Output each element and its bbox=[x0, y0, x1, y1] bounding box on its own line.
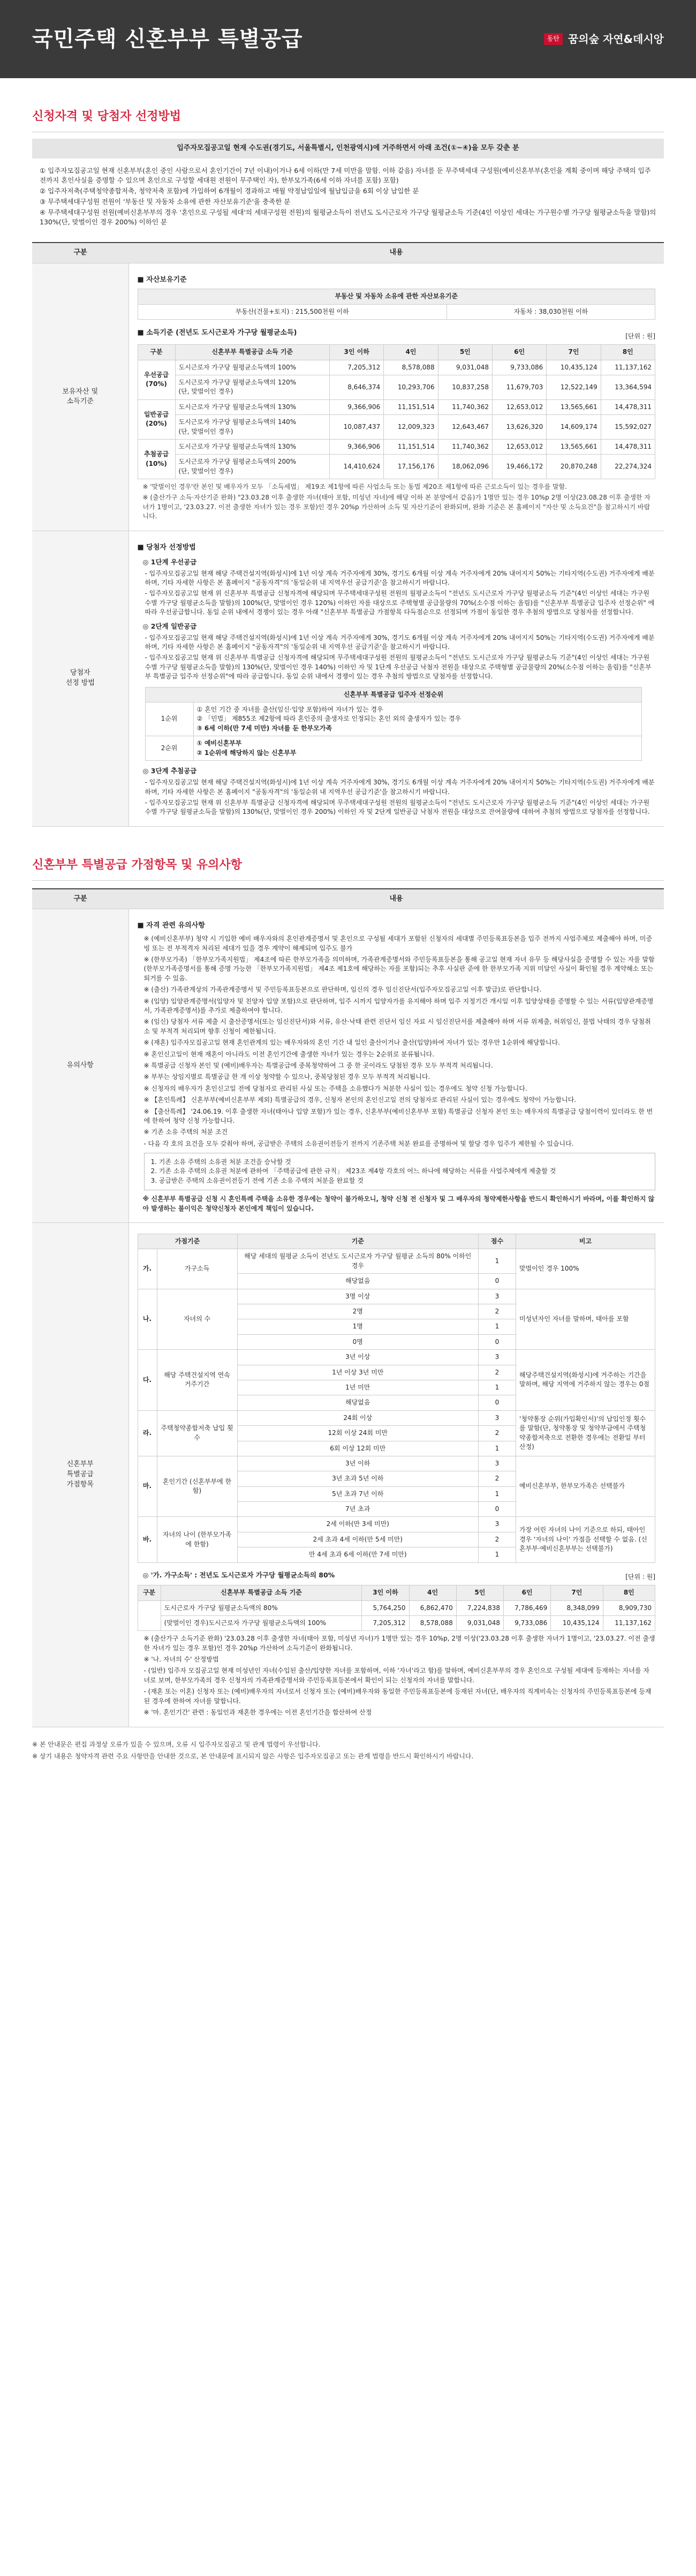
points-criteria: 5년 초과 7년 이하 bbox=[237, 1486, 479, 1501]
asset-income-content bbox=[128, 263, 664, 531]
points-row bbox=[138, 1456, 655, 1471]
income-row bbox=[138, 415, 655, 440]
notice-item: ※ (예비신혼부부) 청약 시 기입한 예비 배우자와의 혼인관계증명서 및 혼인으로 구성될 세대가 포함된 신청자의 세대별 주민등록표등본을 입주 전까지 사업주체로 제출해야 하며, 미증빙 또는 전 부적격자 처리된 세대가 있을 경우 계약이 해제되며 입주도 불가 bbox=[143, 935, 653, 952]
points-no: 바. bbox=[138, 1517, 157, 1562]
stage3-title: ◎ 3단계 추첨공급 bbox=[142, 767, 197, 775]
income-header: 6인 bbox=[492, 345, 546, 360]
asset-land: 부동산(건물+토지) : 215,500천원 이하 bbox=[138, 304, 447, 319]
stage1-item-2: - 입주자모집공고일 현재 위 신혼부부 특별공급 신청자격에 해당되며 무주택세대구성원 전원의 월평균소득이 "전년도 도시근로자 가구당 월평균소득 기준"(4인 이상인 세대는 가구원수별 가구당 월평균소득을 말함)의 100%(단, 맞벌이인 경우 120%) 이하인 자를 대상으로 주택형별 공급물량의 70%(소수점 이하는 올림)를 "신혼부부 특별공급 입주자 선정순위" 에 따라 우선공급합니다. 동일 순위 내에서 경쟁이 있는 경우 아래 "신혼부부 특별공급 가점항목 다득점순으로 선정되며 가점이 동일한 경우 추첨의 방법으로 당첨자를 선정합니다. bbox=[145, 590, 655, 616]
points-score: 2 bbox=[479, 1532, 516, 1547]
income-header: 3인 이하 bbox=[329, 345, 383, 360]
notice-item: ※ (임신) 당첨자 서류 제출 시 출산증명서(또는 임신진단서)와 서류, 유산·낙태 관련 진단서 임신 자료 시 임신진단서를 제출해야 하며 서류 위제출, 허위임신, 불법 낙태의 경우 당첨취소 및 부적격 처리되며 향후 신청이 제한됩니다. bbox=[143, 1018, 651, 1035]
income-group: 일반공급 (20%) bbox=[138, 399, 175, 439]
col-content-2: 내용 bbox=[128, 889, 664, 909]
p80-value: 8,348,099 bbox=[551, 1600, 603, 1615]
p80-table bbox=[138, 1585, 656, 1631]
points-criteria: 2명 bbox=[237, 1304, 479, 1319]
notice-item: ※ (입양) 입양관계증명서(입양자 및 친양자 입양 포함)으로 판단하며, 입주 시까지 입양자가를 유지해야 하며 입주 지정기간 개시일 이후 입양상태를 증명할 수 있는 서류(입양관계증명서, 가족관계증명서)를 추가로 제출하여야 합니다. bbox=[143, 997, 654, 1014]
points-score: 0 bbox=[479, 1274, 516, 1289]
points-criteria: 3년 이하 bbox=[237, 1456, 479, 1471]
income-value: 11,740,362 bbox=[438, 399, 492, 414]
p80-desc: 도시근로자 가구당 월평균소득액의 80% bbox=[161, 1600, 362, 1615]
p80-row bbox=[138, 1600, 655, 1615]
row-notice-label: 유의사항 bbox=[32, 909, 128, 1223]
points-name: 주택청약종합저축 납입 횟수 bbox=[157, 1410, 237, 1456]
p80-group bbox=[138, 1600, 161, 1631]
eligibility-conditions bbox=[32, 158, 664, 235]
points-note: 맞벌이인 경우 100% bbox=[516, 1249, 655, 1289]
rank1-items: ① 혼인 기간 중 자녀를 출산(임신·입양 포함)하여 자녀가 있는 경우 ② 「민법」 제855조 제2항에 따라 혼인중의 출생자로 인정되는 혼인 외의 출생자가 있는 경우 ③ 6세 이하(만 7세 미만) 자녀를 둔 한부모가족 bbox=[193, 702, 642, 736]
notice-item: ※ 기존 소유 주택의 처분 조건 bbox=[143, 1128, 228, 1136]
points-note: 미성년자인 자녀를 말하며, 태아를 포함 bbox=[516, 1289, 655, 1350]
p80-header: 8인 bbox=[603, 1585, 655, 1600]
footer-note-1: ※ 본 안내문은 편집 과정상 오류가 있을 수 있으며, 오류 시 입주자모집공고 및 관계 법령이 우선합니다. bbox=[32, 1741, 321, 1749]
income-header: 8인 bbox=[601, 345, 655, 360]
points-score: 3 bbox=[479, 1517, 516, 1532]
income-header: 4인 bbox=[384, 345, 438, 360]
points-score: 0 bbox=[479, 1395, 516, 1410]
col-content: 내용 bbox=[128, 243, 664, 263]
notice-content bbox=[128, 909, 664, 1223]
notice-item: ※ 【혼인특례】 신혼부부(예비신혼부부 제외) 특별공급의 경우, 신청자 본인의 혼인신고일 전의 당첨자로 관리된 사실이 있는 경우에도 청약이 가능합니다. bbox=[143, 1096, 577, 1104]
condition-3: ③ 무주택세대구성원 전원이 '부동산 및 자동차 소유에 관한 자산보유기준'을 충족한 분 bbox=[40, 198, 291, 206]
notice-item: ※ 【출산특례】 '24.06.19. 이후 출생한 자녀(태아나 입양 포함)가 있는 경우, 신혼부부(예비신혼부부 포함) 특별공급 신청자 본인 또는 배우자의 특별공급 당첨이력이 있더라도 한 번에 한하여 청약 신청 가능합니다. bbox=[143, 1107, 653, 1124]
points-content bbox=[128, 1223, 664, 1727]
condition-4: ④ 무주택세대구성원 전원(예비신혼부부의 경우 '혼인으로 구성될 세대'의 세대구성원 전원)의 월평균소득이 전년도 도시근로자 가구당 월평균소득 기준(4인 이상인 세대는 가구원수별 가구당 월평균소득을 말함)의 130%(단, 맞벌이인 경우 200%) 이하인 분 bbox=[40, 208, 656, 226]
points-no: 마. bbox=[138, 1456, 157, 1517]
region-tag: 동탄 bbox=[544, 33, 563, 44]
section-eligibility-title: 신청자격 및 당첨자 선정방법 bbox=[32, 108, 664, 132]
income-header: 구분 bbox=[138, 345, 175, 360]
income-value: 9,733,086 bbox=[492, 360, 546, 375]
row-selection-label: 당첨자 선정 방법 bbox=[32, 531, 128, 826]
points-score: 1 bbox=[479, 1486, 516, 1501]
points-name: 혼인기간 (신혼부부에 한함) bbox=[157, 1456, 237, 1517]
income-value: 22,274,324 bbox=[601, 455, 655, 479]
income-value: 12,643,467 bbox=[438, 415, 492, 440]
points-criteria: 2세 이하(만 3세 미만) bbox=[237, 1517, 479, 1532]
points-no: 라. bbox=[138, 1410, 157, 1456]
income-desc: 도시근로자 가구당 월평균소득액의 120% (단, 맞벌이인 경우) bbox=[175, 375, 329, 399]
p80-value: 8,909,730 bbox=[603, 1600, 655, 1615]
income-value: 10,293,706 bbox=[384, 375, 438, 399]
stage3-item-1: - 입주자모집공고일 현재 해당 주택건설지역(화성시)에 1년 이상 계속 거주자에게 30%, 경기도 6개월 이상 계속 거주자에게 20% 내어지지 50%는 기타지역(수도권) 거주자에게 배분하며, 기타 자세한 사항은 본 홈페이지 "공동자격"의 '동일순위 내 지역우선 공급기준'을 참고하시기 바랍니다. bbox=[145, 779, 655, 796]
notice-item: - 다음 각 호의 요건을 모두 갖춰야 하며, 공급받은 주택의 소유권이전등기 전까지 기존주택 처분 완료를 증명하여 및 할당 경우 입주가 제한될 수 있습니다. bbox=[143, 1139, 574, 1147]
points-criteria: 1명 bbox=[237, 1319, 479, 1334]
p80-unit: [단위 : 원] bbox=[625, 1573, 655, 1581]
p80-header: 구분 bbox=[138, 1585, 161, 1600]
points-notice-table bbox=[32, 888, 664, 1728]
points-criteria: 7년 초과 bbox=[237, 1502, 479, 1517]
page-title: 국민주택 신혼부부 특별공급 bbox=[32, 27, 303, 51]
footer-note-2: ※ 상기 내용은 청약자격 관련 주요 사항만을 안내한 것으로, 본 안내문에 표시되지 않은 사항은 입주자모집공고 또는 관계 법령을 반드시 확인하시기 바랍니다. bbox=[32, 1752, 474, 1760]
points-row bbox=[138, 1410, 655, 1425]
notice-item: ※ (한부모가족) 「한부모가족지원법」 제4조에 따른 한부모가족을 의미하며, 가족관계증명서와 주민등록표등본을 통해 공고일 현재 자녀 유무 등 해당사실을 증명할 수 있는 자를 말함(한부모가족증명서를 통해 증명 가능한 「한부모가족지원법」 제4조 제1호에 해당하는 자를 포함)되는 추후 사실판 준에 한 한부모가족 지위 미달인 사실이 확인될 경우 계약해소 또는 퇴거를 수 있음. bbox=[143, 956, 655, 982]
p80-value: 5,764,250 bbox=[362, 1600, 409, 1615]
stage2-item-2: - 입주자모집공고일 현재 위 신혼부부 특별공급 신청자격에 해당되며 무주택세대구성원 전원의 월평균소득이 "전년도 도시근로자 가구당 월평균소득 기준"(4인 이상인 세대는 가구원수별 가구당 월평균소득을 말함)의 130%(단, 맞벌이인 경우 140%) 이하인 자 및 1단계 우선공급 낙첨자 전원을 대상으로 주택형별 공급물량의 20%(소수점 이하는 올림)를 "신혼부부 특별공급 입주자 선정순위"에 따라 공급합니다. 동일 순위 내에서 경쟁이 있는 경우 추첨의 방법으로 당첨자를 선정합니다. bbox=[145, 654, 652, 681]
stage1-title: ◎ 1단계 우선공급 bbox=[142, 557, 197, 566]
points-criteria: 3년 이상 bbox=[237, 1350, 479, 1365]
income-value: 17,156,176 bbox=[384, 455, 438, 479]
income-value: 12,009,323 bbox=[384, 415, 438, 440]
points-row bbox=[138, 1517, 655, 1532]
points-score: 1 bbox=[479, 1319, 516, 1334]
income-unit: [단위 : 원] bbox=[625, 332, 655, 340]
p80-title: ◎ '가. 가구소득' : 전년도 도시근로자 가구당 월평균소득의 80% bbox=[142, 1570, 335, 1579]
brand-name: 꿈의숲 자연&데시앙 bbox=[568, 32, 664, 46]
points-score: 3 bbox=[479, 1350, 516, 1365]
income-row bbox=[138, 360, 655, 375]
income-value: 10,837,258 bbox=[438, 375, 492, 399]
disposal-conditions-box: 1. 기존 소유 주택의 소유권 처분 조건을 승낙할 것 2. 기존 소유 주택의 소유권 처분에 관하여 「주택공급에 관한 규칙」 제23조 제4항 각호의 어느 하나에 해당하는 서류를 사업주체에게 제출할 것 3. 공급받은 주택의 소유권이전등기 전에 기존 소유 주택의 처분을 완료할 것 bbox=[144, 1153, 656, 1190]
points-criteria: 2세 초과 4세 이하(만 5세 미만) bbox=[237, 1532, 479, 1547]
income-value: 13,565,661 bbox=[547, 439, 601, 454]
points-score: 1 bbox=[479, 1547, 516, 1562]
p80-value: 11,137,162 bbox=[603, 1615, 655, 1630]
asset-title: ■ 자산보유기준 bbox=[137, 276, 187, 284]
points-score: 1 bbox=[479, 1380, 516, 1395]
income-value: 14,609,174 bbox=[547, 415, 601, 440]
p80-header: 신혼부부 특별공급 소득 기준 bbox=[161, 1585, 362, 1600]
rank-head: 신혼부부 특별공급 입주자 선정순위 bbox=[145, 687, 642, 702]
col-category: 구분 bbox=[32, 243, 128, 263]
income-value: 14,410,624 bbox=[329, 455, 383, 479]
footer bbox=[0, 1727, 696, 1779]
notice-item: ※ (재혼) 입주자모집공고일 현재 혼인관계의 있는 배우자와의 혼인 기간 내 일인 출산이거나 출산(입양)하여 자녀가 있는 경우만 1순위에 해당합니다. bbox=[143, 1039, 560, 1047]
income-value: 14,478,311 bbox=[601, 399, 655, 414]
notice-item: ※ 특별공급 신청자 본인 및 (예비)배우자는 특별공급에 중복청약하여 그 중 한 곳이라도 당첨된 경우 모두 부적격 처리됩니다. bbox=[143, 1061, 493, 1069]
points-note: '청약통장 순위(가입확인서)'의 납입인정 횟수를 말함(단, 청약통장 및 청약부금에서 주택청약종합저축으로 전환한 경우에는 전환일 부터 산정) bbox=[516, 1410, 655, 1456]
p80-note: ※ (출산가구 소득기준 완화) '23.03.28 이후 출생한 자녀(태아 포함, 미성년 자녀)가 1명만 있는 경우 10%p, 2명 이상('23.03.28 이후 출생한 자녀가 1명이고, '23.03.27. 이전 출생한 자녀가 있는 경우 포함)인 경우 20%p 가산하여 소득기준이 완화됩니다. bbox=[143, 1635, 655, 1652]
p80-header: 3인 이하 bbox=[362, 1585, 409, 1600]
income-row bbox=[138, 455, 655, 479]
income-value: 12,653,012 bbox=[492, 399, 546, 414]
points-score: 2 bbox=[479, 1471, 516, 1486]
selection-content bbox=[128, 531, 664, 826]
points-score: 2 bbox=[479, 1304, 516, 1319]
eligibility-banner: 입주자모집공고일 현재 수도권(경기도, 서울특별시, 인천광역시)에 거주하면서 아래 조건(①~④)을 모두 갖춘 분 bbox=[32, 139, 664, 158]
income-value: 13,626,320 bbox=[492, 415, 546, 440]
notice-item: ※ 부부는 상임지별로 특별공급 한 개 이상 청약할 수 있으나, 중복당첨된 경우 모두 부적격 처리됩니다. bbox=[143, 1073, 430, 1081]
income-group: 추첨공급 (10%) bbox=[138, 439, 175, 479]
points-criteria: 3명 이상 bbox=[237, 1289, 479, 1304]
points-score: 0 bbox=[479, 1334, 516, 1349]
income-value: 12,522,149 bbox=[547, 375, 601, 399]
points-criteria: 1년 이상 3년 미만 bbox=[237, 1365, 479, 1380]
income-desc: 도시근로자 가구당 월평균소득액의 100% bbox=[175, 360, 329, 375]
income-note-2: ※ (출산가구 소득·자산기준 완화) "23.03.28 이후 출생한 자녀(태아 포함, 미성년 자녀)에 해당 이하 본 분양에서 같음)가 1명만 있는 경우 10%p 2명 이상(23.08.28 이후 출생한 자녀가 1명이고, '23.03.27. 이전 출생한 자녀가 있는 경우 포함)인 경우 20%p 가산하여 소득 및 자산기준이 완화되며, 완화 기준은 본 홈페이지 "자산 및 소득요건"을 참고하시기 바랍니다. bbox=[142, 494, 650, 520]
points-row bbox=[138, 1249, 655, 1274]
col-category-2: 구분 bbox=[32, 889, 128, 909]
points-score: 3 bbox=[479, 1410, 516, 1425]
section-points-title: 신혼부부 특별공급 가점항목 및 유의사항 bbox=[32, 857, 664, 881]
p80-note: ※ '나. 자녀의 수' 산정방법 bbox=[143, 1656, 219, 1664]
p80-value: 9,733,086 bbox=[504, 1615, 551, 1630]
notice-item: ※ (출산) 가족관계상의 가족관계증명서 및 주민등록표등본으로 판단하며, 임신의 경우 임신진단서(입주자모집공고일 이후 발급)로 판단합니다. bbox=[143, 986, 542, 994]
income-note-1: ※ '맞벌이인 경우'란 본인 및 배우자가 모두 「소득세법」 제19조 제1항에 따른 사업소득 또는 동법 제20조 제1항에 따른 근로소득이 있는 경우를 말함. bbox=[142, 483, 568, 491]
rank2-items: ① 예비신혼부부 ② 1순위에 해당하지 않는 신혼부부 bbox=[193, 736, 642, 761]
income-desc: 도시근로자 가구당 월평균소득액의 130% bbox=[175, 439, 329, 454]
points-name: 자녀의 수 bbox=[157, 1289, 237, 1350]
income-desc: 도시근로자 가구당 월평균소득액의 140% (단, 맞벌이인 경우) bbox=[175, 415, 329, 440]
p80-header: 7인 bbox=[551, 1585, 603, 1600]
income-row bbox=[138, 399, 655, 414]
income-value: 15,592,027 bbox=[601, 415, 655, 440]
points-criteria: 12회 이상 24회 미만 bbox=[237, 1426, 479, 1441]
income-value: 7,205,312 bbox=[329, 360, 383, 375]
points-note: 예비신혼부부, 한부모가족은 선택불가 bbox=[516, 1456, 655, 1517]
income-desc: 도시근로자 가구당 월평균소득액의 200% (단, 맞벌이인 경우) bbox=[175, 455, 329, 479]
row-asset-income-label: 보유자산 및 소득기준 bbox=[32, 263, 128, 531]
p80-note: ※ '마. 혼인기간' 관련 : 동일인과 재혼한 경우에는 이전 혼인기간을 합산하여 산정 bbox=[143, 1709, 372, 1717]
rank2-label: 2순위 bbox=[145, 736, 193, 761]
points-score: 1 bbox=[479, 1441, 516, 1456]
income-value: 8,646,374 bbox=[329, 375, 383, 399]
notice-title: ■ 자격 관련 유의사항 bbox=[137, 921, 205, 930]
p80-notes bbox=[138, 1634, 656, 1717]
income-value: 13,364,594 bbox=[601, 375, 655, 399]
income-row bbox=[138, 375, 655, 399]
points-criteria: 해당없음 bbox=[237, 1395, 479, 1410]
income-value: 10,087,437 bbox=[329, 415, 383, 440]
income-value: 9,366,906 bbox=[329, 399, 383, 414]
asset-table bbox=[138, 289, 656, 320]
p80-value: 8,578,088 bbox=[409, 1615, 456, 1630]
income-row bbox=[138, 439, 655, 454]
income-value: 14,478,311 bbox=[601, 439, 655, 454]
row-points-label: 신혼부부 특별공급 가점항목 bbox=[32, 1223, 128, 1727]
income-value: 20,870,248 bbox=[547, 455, 601, 479]
p80-value: 9,031,048 bbox=[456, 1615, 503, 1630]
points-criteria: 6회 이상 12회 미만 bbox=[237, 1441, 479, 1456]
condition-2: ② 입주자저축(주택청약종합저축, 청약저축 포함)에 가입하여 6개월이 경과하고 매월 약정납입일에 월납입금을 6회 이상 납입한 분 bbox=[40, 186, 419, 195]
income-value: 11,151,514 bbox=[384, 439, 438, 454]
brand bbox=[544, 32, 664, 47]
p80-note: - (재혼 또는 이혼) 신청자 또는 (예비)배우자의 자녀로서 신청자 또는 (예비)배우자와 동일한 주민등록표등본에 등재된 자녀(단, 배우자의 직계비속는 신청자의 주민등록표등본에 등재된 경우에 한하여 자녀를 말합니다. bbox=[143, 1688, 652, 1705]
points-table: 가점기준 기준 점수 비고 가. 가구소득 해당 세대의 월평균 소득이 전년도 도시근로자 가구당 월평균 소득의 80% 이하인 경우 1 맞벌이인 경우 100% 해당없음 0 나. 자녀의 수 3명 이상 3 미성년자인 자녀를 말하며, 태아를 포함 2명 2 1명 1 0명 0 다. 해당 주택건설지역 연속 거주기간 3년 이상 3 해당주택건설지역(화성시)에 거주하는 기간을 말하며, 해당 지역에 거주하지 않는 경우는 0점 1년 이상 3년 미만 2 1년 미만 1 해당없음 0 라. 주택청약종합저축 납입 횟수 24회 이상 3 '청약통장 순위(가입확인서)'의 납입인정 횟수를 말함(단, 청약통장 및 청약부금에서 주택청약종합저축으로 전환한 경우에는 전환일 부터 산정) 12회 이상 24회 미만 2 6회 이상 12회 미만 1 마. 혼인기간 (신혼부부에 한함) 3년 이하 3 예비신혼부부, 한부모가족은 선택불가 3년 초과 5년 이하 2 5년 초과 7년 이하 1 7년 초과 0 바. 자녀의 나이 (한부모가족에 한함) 2세 이하(만 3세 미만) 3 가장 어린 자녀의 나이 기준으로 하되, 태아인 경우 '자녀의 나이' 가점을 선택할 수 없음. (신혼부부·예비신혼부부는 선택불가) 2세 초과 4세 이하(만 5세 미만) 2 만 4세 초과 6세 이하(만 7세 미만) 1 bbox=[138, 1234, 656, 1563]
income-value: 13,565,661 bbox=[547, 399, 601, 414]
p80-header: 4인 bbox=[409, 1585, 456, 1600]
points-criteria: 1년 미만 bbox=[237, 1380, 479, 1395]
points-no: 나. bbox=[138, 1289, 157, 1350]
rank1-label: 1순위 bbox=[145, 702, 193, 736]
points-score: 3 bbox=[479, 1289, 516, 1304]
points-criteria: 해당 세대의 월평균 소득이 전년도 도시근로자 가구당 월평균 소득의 80% 이하인 경우 bbox=[237, 1249, 479, 1274]
income-value: 11,740,362 bbox=[438, 439, 492, 454]
points-score: 0 bbox=[479, 1502, 516, 1517]
income-value: 9,366,906 bbox=[329, 439, 383, 454]
stage2-title: ◎ 2단계 일반공급 bbox=[142, 622, 197, 630]
points-criteria: 3년 초과 5년 이하 bbox=[237, 1471, 479, 1486]
points-row bbox=[138, 1350, 655, 1365]
p80-value: 7,786,469 bbox=[504, 1600, 551, 1615]
income-value: 18,062,096 bbox=[438, 455, 492, 479]
income-title: ■ 소득기준 (전년도 도시근로자 가구당 월평균소득) bbox=[137, 328, 297, 337]
points-score: 2 bbox=[479, 1365, 516, 1380]
income-value: 9,031,048 bbox=[438, 360, 492, 375]
points-criteria: 만 4세 초과 6세 이하(만 7세 미만) bbox=[237, 1547, 479, 1562]
condition-1: ① 입주자모집공고일 현재 신혼부부(혼인 중인 사람으로서 혼인기간이 7년 이내)이거나 6세 이하(만 7세 미만을 말함. 이하 같음) 자녀를 둔 무주택세대 구성원(예비신혼부부(혼인을 계획 중이며 해당 주택의 입주 전까지 혼인사실을 증명할 수 있으며 혼인으로 구성할 세대원 전원이 무주택인 자), 한부모가족(6세 이하 자녀를 포함) 포함) bbox=[40, 166, 651, 184]
p80-header: 6인 bbox=[504, 1585, 551, 1600]
points-name: 가구소득 bbox=[157, 1249, 237, 1289]
points-criteria: 해당없음 bbox=[237, 1274, 479, 1289]
income-header: 5인 bbox=[438, 345, 492, 360]
p80-value: 10,435,124 bbox=[551, 1615, 603, 1630]
p80-desc: (맞벌이인 경우)도시근로자 가구당 월평균소득액의 100% bbox=[161, 1615, 362, 1630]
income-group: 우선공급 (70%) bbox=[138, 360, 175, 399]
notice-item: ※ 혼인신고일이 현재 재혼이 아니라도 이전 혼인기간에 출생한 자녀가 있는 경우는 2순위로 분류됩니다. bbox=[143, 1050, 435, 1058]
points-criteria: 24회 이상 bbox=[237, 1410, 479, 1425]
points-no: 가. bbox=[138, 1249, 157, 1289]
points-name: 자녀의 나이 (한부모가족에 한함) bbox=[157, 1517, 237, 1562]
p80-row bbox=[138, 1615, 655, 1630]
income-desc: 도시근로자 가구당 월평균소득액의 130% bbox=[175, 399, 329, 414]
stage2-item-1: - 입주자모집공고일 현재 해당 주택건설지역(화성시)에 1년 이상 계속 거주자에게 30%, 경기도 6개월 이상 계속 거주자에게 20% 내어지지 50%는 기타지역(수도권) 거주자에게 배분하며, 기타 자세한 사항은 본 홈페이지 "공동자격"의 '동일순위 내 지역우선 공급기준'을 참고하시기 바랍니다. bbox=[145, 633, 655, 651]
points-criteria: 0명 bbox=[237, 1334, 479, 1349]
points-score: 2 bbox=[479, 1426, 516, 1441]
stage1-item-1: - 입주자모집공고일 현재 해당 주택건설지역(화성시)에 1년 이상 계속 거주자에게 30%, 경기도 6개월 이상 계속 거주자에게 20% 내어지지 50%는 기타지역(수도권) 거주자에게 배분하며, 기타 자세한 사항은 본 홈페이지 "공동자격"의 '동일순위 내 지역우선 공급기준'을 참고하시기 바랍니다. bbox=[145, 569, 655, 587]
stage3-item-2: - 입주자모집공고일 현재 위 신혼부부 특별공급 신청자격에 해당되며 무주택세대구성원 전원의 월평균소득이 "전년도 도시근로자 가구당 월평균소득 기준"(4인 이상인 세대는 가구원수별 가구당 월평균소득을 말함)의 130%(단, 맞벌이인 경우 200%) 이하인 자 및 2단계 일반공급 낙첨자 전원을 대상으로 잔여물량에 대하여 추첨의 방법으로 당첨자를 선정합니다. bbox=[145, 798, 650, 816]
p80-note: - (일반) 입주자 모집공고일 현재 미성년인 자녀(수입된 출산/입양한 자녀를 포함하며, 이하 '자녀'라고 함)를 말하며, 예비신혼부부의 경우 혼인으로 구성될 세대에 등재하는 자녀를 자녀로 보며, 한부모가족의 경우 신청자의 가족관계증명서와 주민등록표등본에서 확인이 되는 신청자의 자녀를 말합니다. bbox=[143, 1667, 649, 1684]
eligibility-table bbox=[32, 242, 664, 826]
points-score: 3 bbox=[479, 1456, 516, 1471]
points-note: 해당주택건설지역(화성시)에 거주하는 기간을 말하며, 해당 지역에 거주하지 않는 경우는 0점 bbox=[516, 1350, 655, 1411]
income-header: 7인 bbox=[547, 345, 601, 360]
p80-value: 7,205,312 bbox=[362, 1615, 409, 1630]
income-value: 8,578,088 bbox=[384, 360, 438, 375]
income-value: 11,679,703 bbox=[492, 375, 546, 399]
disposal-note: ※ 신혼부부 특별공급 신청 시 혼인특례 주택을 소유한 경우에는 청약이 불가하오니, 청약 신청 전 신청자 및 그 배우자의 청약제한사항을 반드시 확인하시기 바라며, 이를 확인하지 않아 발생하는 불이익은 청약신청자 본인에게 책임이 있습니다. bbox=[142, 1195, 655, 1212]
income-value: 19,466,172 bbox=[492, 455, 546, 479]
points-note: 가장 어린 자녀의 나이 기준으로 하되, 태아인 경우 '자녀의 나이' 가점을 선택할 수 없음. (신혼부부·예비신혼부부는 선택불가) bbox=[516, 1517, 655, 1562]
points-name: 해당 주택건설지역 연속 거주기간 bbox=[157, 1350, 237, 1411]
income-table bbox=[138, 344, 656, 479]
notice-item: ※ 신청자의 배우자가 혼인신고일 전에 당첨자로 관리된 사실 또는 주택을 소유했다가 처분한 사실이 있는 경우에도 청약 신청 가능합니다. bbox=[143, 1084, 527, 1092]
p80-value: 6,862,470 bbox=[409, 1600, 456, 1615]
income-value: 11,151,514 bbox=[384, 399, 438, 414]
points-row bbox=[138, 1289, 655, 1304]
income-value: 12,653,012 bbox=[492, 439, 546, 454]
income-header: 신혼부부 특별공급 소득 기준 bbox=[175, 345, 329, 360]
p80-header: 5인 bbox=[456, 1585, 503, 1600]
notice-list bbox=[138, 934, 656, 1149]
rank-table bbox=[145, 687, 642, 761]
asset-head: 부동산 및 자동차 소유에 관한 자산보유기준 bbox=[138, 289, 655, 304]
income-value: 10,435,124 bbox=[547, 360, 601, 375]
points-score: 1 bbox=[479, 1249, 516, 1274]
points-no: 다. bbox=[138, 1350, 157, 1411]
asset-car: 자동차 : 38,030천원 이하 bbox=[447, 304, 655, 319]
income-value: 11,137,162 bbox=[601, 360, 655, 375]
selection-title: ■ 당첨자 선정방법 bbox=[137, 543, 196, 552]
p80-value: 7,224,838 bbox=[456, 1600, 503, 1615]
page-header bbox=[0, 0, 696, 78]
